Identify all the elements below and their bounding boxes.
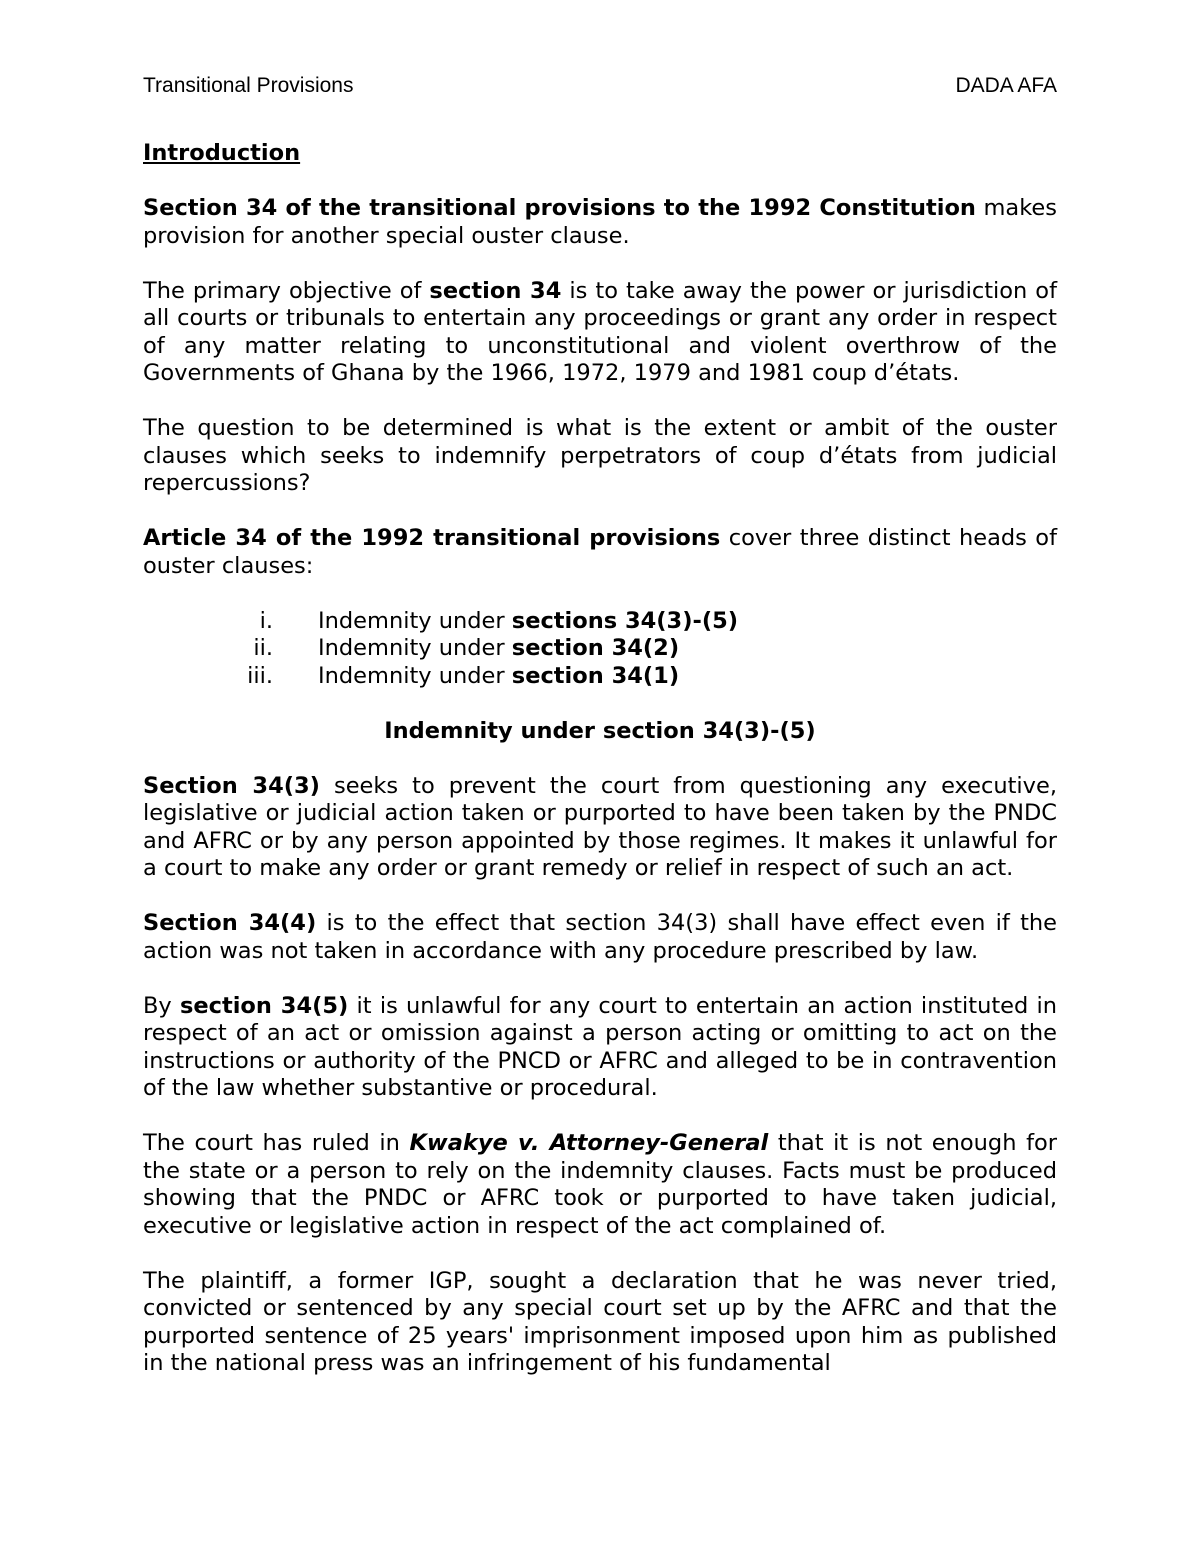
bold-text: Article 34 of the 1992 transitional provisions [143, 525, 721, 551]
list-text: Indemnity under [318, 635, 512, 661]
list-item [143, 663, 1057, 691]
list-number: ii. [253, 635, 273, 661]
bold-text: Section 34(3) [143, 772, 320, 799]
bold-text: section 34(5) [179, 992, 349, 1019]
paragraph-text: seeks to prevent the court from questioning any executive, legislative or judicial action taken or purported to have been taken by the PNDC and AFRC or by any person appointed by those regimes. It makes it unlawful for a court to make any order or grant remedy or relief in respect of such an act. [143, 772, 1057, 881]
list-number: iii. [247, 662, 273, 689]
bold-text: section 34(2) [511, 635, 680, 661]
introduction-heading: Introduction [143, 140, 301, 166]
list-item [143, 608, 1057, 636]
list-number: i. [259, 607, 273, 634]
paragraph-text: is to take away the power or jurisdiction of all courts or tribunals to entertain any proceedings or grant any order in respect of any matter relating to unconstitutional and violent overthrow of the Governments of Ghana by the 1966, 1972, 1979 and 1981 coup d’états. [143, 277, 1057, 386]
bold-text: Section 34 of the transitional provisions to the 1992 Constitution [143, 195, 976, 221]
bold-text: section 34(1) [511, 662, 680, 689]
paragraph-text: makes provision for another special ouster clause. [143, 195, 1057, 249]
document-body [143, 140, 1057, 1405]
list-item [143, 635, 1057, 663]
paragraph-section-34-5 [143, 993, 1057, 1103]
section-heading: Indemnity under section 34(3)-(5) [384, 717, 816, 744]
paragraph-article-34 [143, 525, 1057, 580]
paragraph-section-34-intro [143, 195, 1057, 250]
bold-text: Section 34(4) [143, 910, 317, 936]
paragraph-text: The primary objective of [143, 277, 430, 304]
paragraph-primary-objective [143, 278, 1057, 388]
paragraph-text: it is unlawful for any court to entertain an action instituted in respect of an act or omission against a person acting or omitting to act on the instructions or authority of the PNCD or AFRC and alleged to be in contravention of the law whether substantive or procedural. [143, 992, 1057, 1101]
paragraph-kwakye-case [143, 1130, 1057, 1240]
list-text: Indemnity under [318, 607, 512, 634]
header-title: Transitional Provisions [143, 74, 354, 97]
paragraph-text: cover three distinct heads of ouster clauses: [143, 525, 1057, 579]
list-text: Indemnity under [318, 662, 512, 689]
paragraph-text: that it is not enough for the state or a person to rely on the indemnity clauses. Facts must be produced showing that the PNDC or AFRC took or purported to have taken judicial, executive or legislative action in respect of the act complained of. [143, 1130, 1058, 1239]
case-name: Kwakye v. Attorney-General [409, 1130, 769, 1156]
paragraph-section-34-3 [143, 773, 1057, 883]
paragraph-text: The court has ruled in [143, 1130, 410, 1156]
bold-text: sections 34(3)-(5) [511, 607, 739, 634]
bold-text: section 34 [429, 277, 562, 304]
paragraph-question: The question to be determined is what is the extent or ambit of the ouster clauses which seeks to indemnify perpetrators of coup d’états from judicial repercussions? [143, 415, 1057, 496]
header-author: DADA AFA [955, 74, 1057, 97]
paragraph-text: By [143, 992, 180, 1019]
paragraph-plaintiff: The plaintiff, a former IGP, sought a declaration that he was never tried, convicted or sentenced by any special court set up by the AFRC and that the purported sentence of 25 years' imprisonment imposed upon him as published in the national press was an infringement of his fundamental [143, 1267, 1057, 1376]
paragraph-section-34-4 [143, 910, 1057, 965]
paragraph-text: is to the effect that section 34(3) shall have effect even if the action was not taken in accordance with any procedure prescribed by law. [143, 910, 1057, 964]
indemnity-list [143, 608, 1057, 691]
